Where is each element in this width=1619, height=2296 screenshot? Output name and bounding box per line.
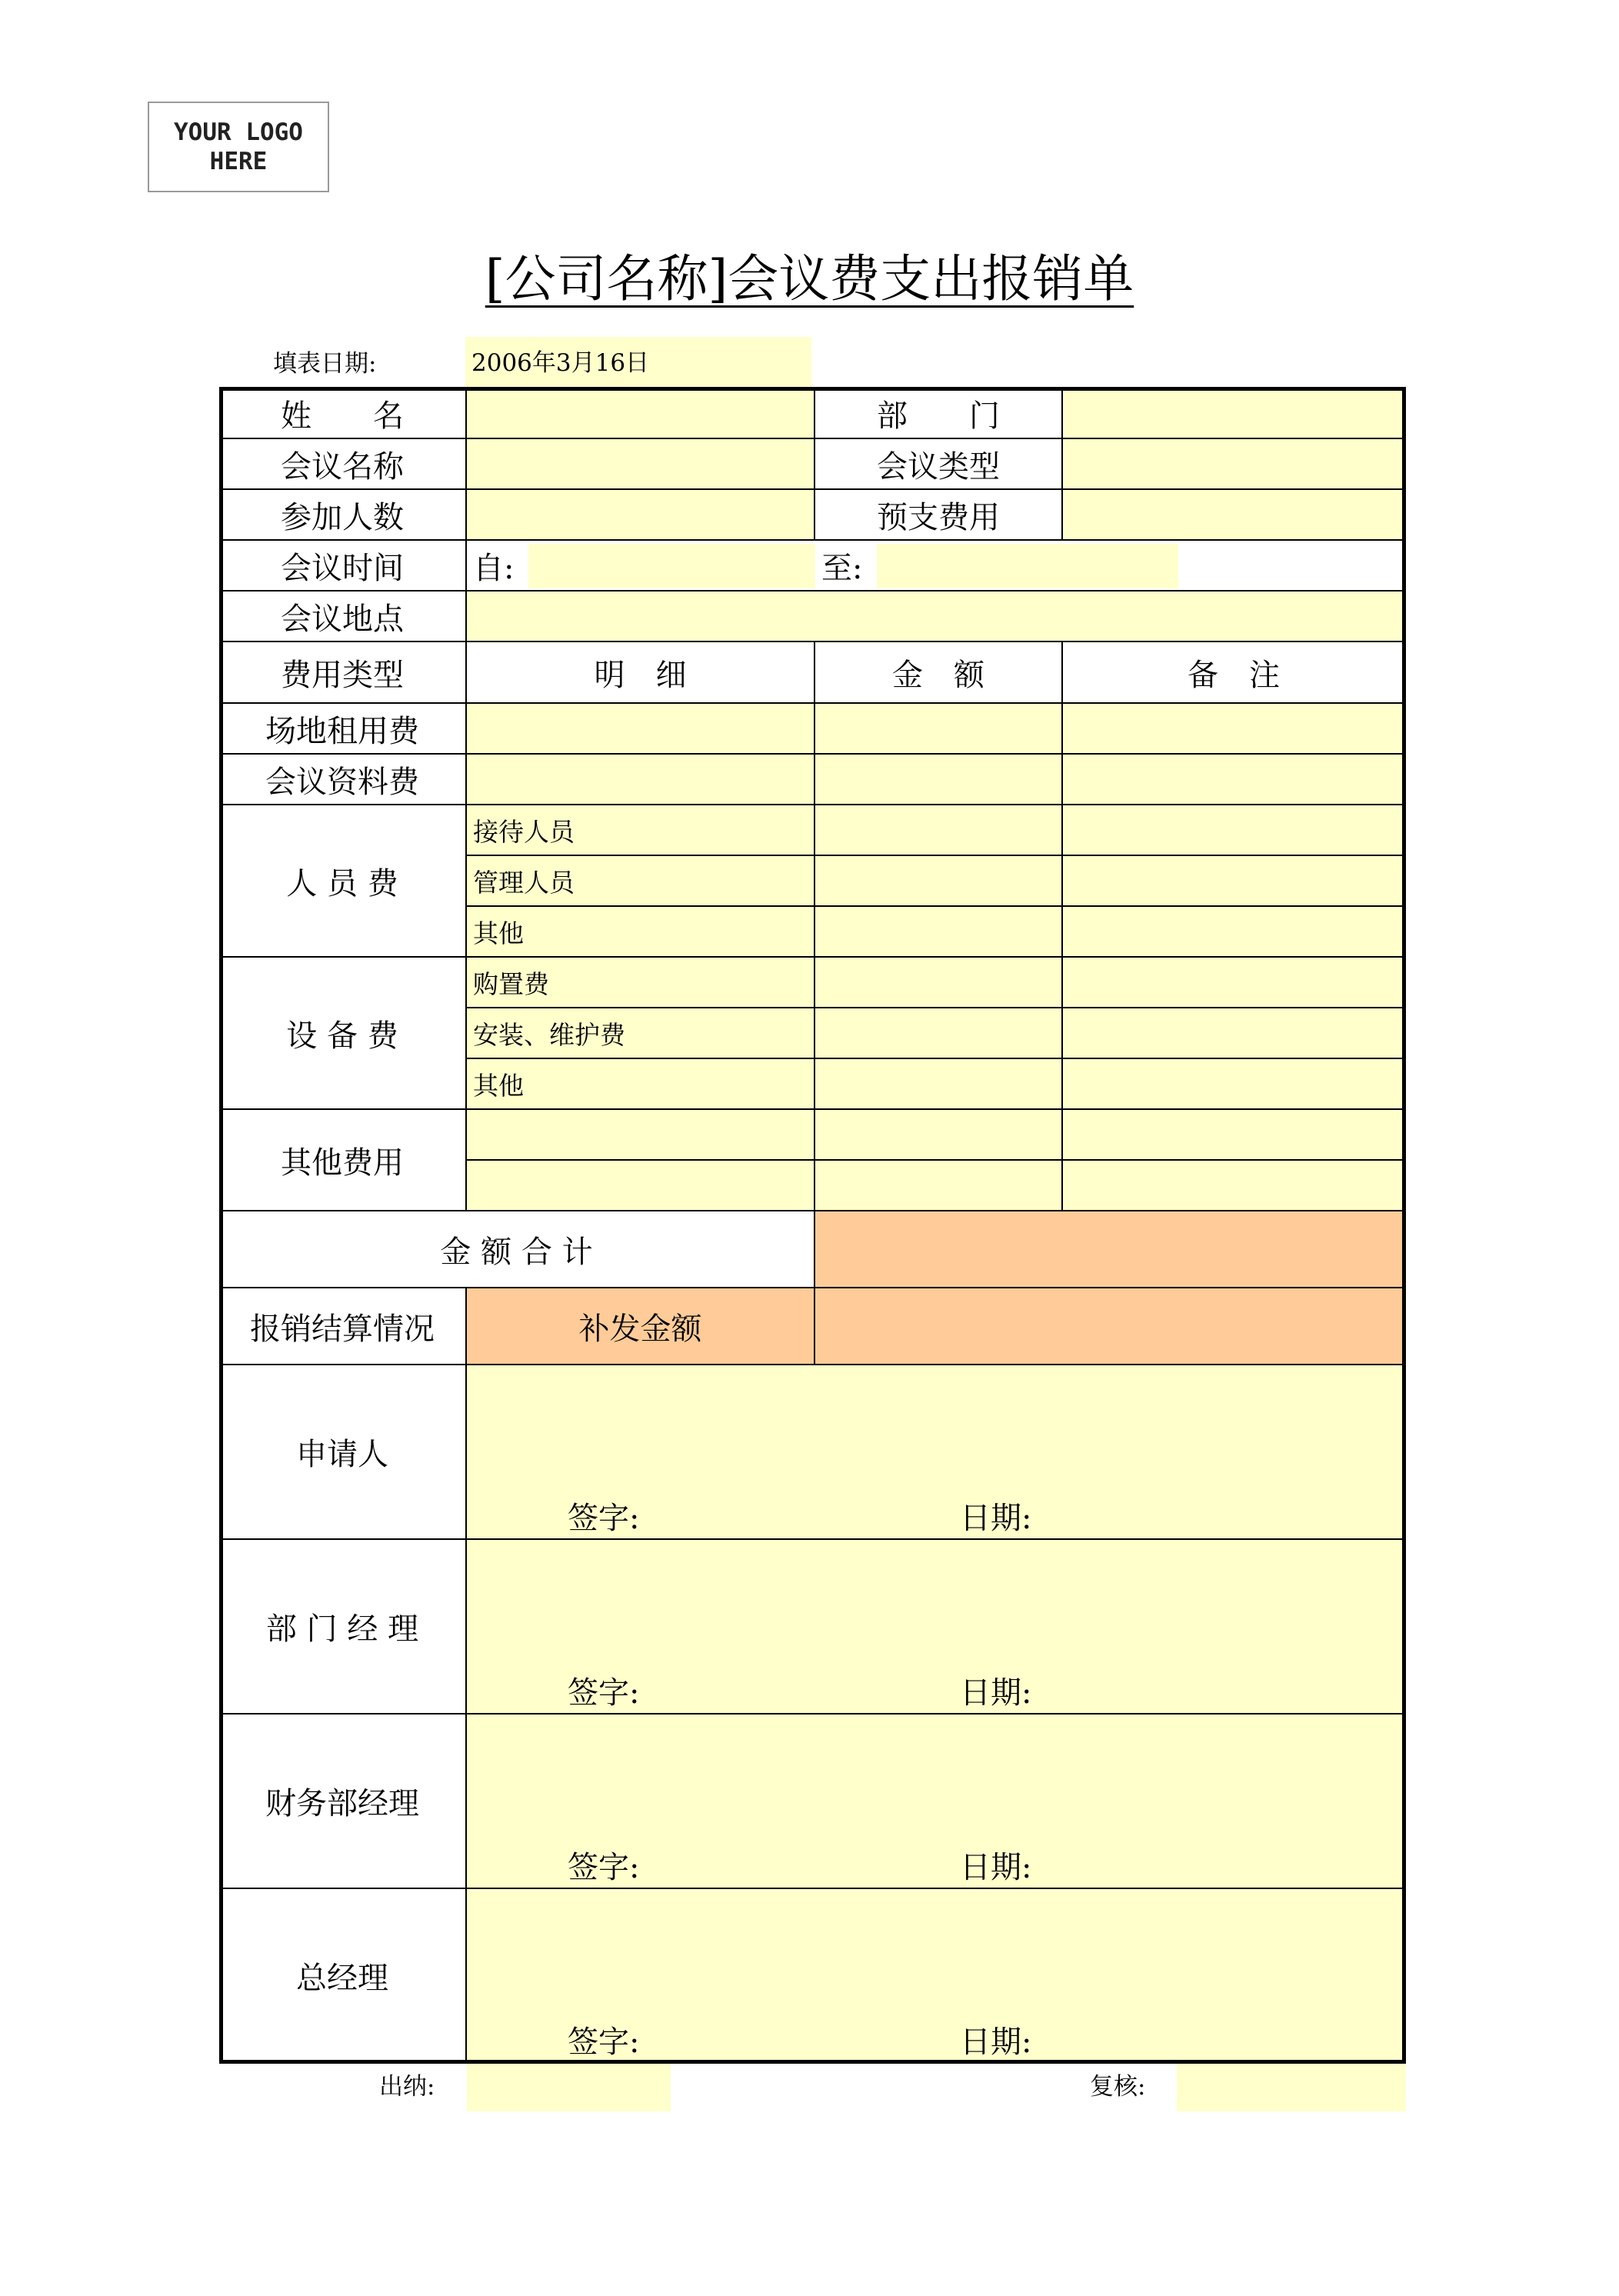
- meeting-type-label: 会议类型: [815, 439, 1063, 490]
- other-detail-field[interactable]: [467, 1161, 815, 1211]
- meeting-place-label: 会议地点: [219, 591, 467, 642]
- equipment-note-field[interactable]: [1063, 958, 1404, 1008]
- prepaid-field[interactable]: [1063, 490, 1404, 541]
- equipment-amount-field[interactable]: [815, 1059, 1063, 1110]
- col-expense-type: 费用类型: [219, 642, 467, 704]
- equipment-note-field[interactable]: [1063, 1059, 1404, 1110]
- other-note-field[interactable]: [1063, 1161, 1404, 1211]
- applicant-label: 申请人: [219, 1365, 467, 1540]
- staff-item[interactable]: 管理人员: [467, 856, 815, 907]
- col-amount: 金 额: [815, 642, 1063, 704]
- logo-line-2: HERE: [209, 148, 268, 175]
- time-from-field[interactable]: [528, 544, 815, 588]
- time-to-field[interactable]: [877, 544, 1178, 588]
- venue-fee-label: 场地租用费: [219, 704, 467, 755]
- equipment-note-field[interactable]: [1063, 1008, 1404, 1059]
- materials-note-field[interactable]: [1063, 755, 1404, 805]
- total-label: 金 额 合 计: [219, 1211, 815, 1288]
- attendees-label: 参加人数: [219, 490, 467, 541]
- general-manager-sign-label: 签字:: [568, 2024, 640, 2060]
- other-note-field[interactable]: [1063, 1110, 1404, 1161]
- col-note: 备 注: [1063, 642, 1404, 704]
- department-field[interactable]: [1063, 388, 1404, 439]
- equipment-fee-label: 设 备 费: [219, 958, 467, 1110]
- equipment-item[interactable]: 安装、维护费: [467, 1008, 815, 1059]
- name-label: 姓 名: [219, 388, 467, 439]
- staff-note-field[interactable]: [1063, 856, 1404, 907]
- staff-amount-field[interactable]: [815, 907, 1063, 958]
- meeting-name-field[interactable]: [467, 439, 815, 490]
- equipment-item[interactable]: 购置费: [467, 958, 815, 1008]
- total-amount-field[interactable]: [815, 1211, 1404, 1288]
- cashier-field[interactable]: [467, 2064, 671, 2111]
- other-amount-field[interactable]: [815, 1161, 1063, 1211]
- fill-date-field[interactable]: 2006年3月16日: [465, 337, 811, 389]
- applicant-sign-label: 签字:: [568, 1501, 640, 1536]
- materials-amount-field[interactable]: [815, 755, 1063, 805]
- equipment-item[interactable]: 其他: [467, 1059, 815, 1110]
- form-title: [公司名称]会议费支出报销单: [485, 249, 1134, 308]
- equipment-amount-field[interactable]: [815, 1008, 1063, 1059]
- other-fee-label: 其他费用: [219, 1110, 467, 1211]
- materials-fee-label: 会议资料费: [219, 755, 467, 805]
- staff-note-field[interactable]: [1063, 907, 1404, 958]
- meeting-time-label: 会议时间: [219, 541, 467, 591]
- fill-date-label: 填表日期:: [273, 350, 377, 378]
- general-manager-label: 总经理: [219, 1889, 467, 2062]
- finance-manager-label: 财务部经理: [219, 1715, 467, 1889]
- staff-item[interactable]: 接待人员: [467, 805, 815, 856]
- other-amount-field[interactable]: [815, 1110, 1063, 1161]
- meeting-name-label: 会议名称: [219, 439, 467, 490]
- general-manager-date-label: 日期:: [960, 2024, 1032, 2060]
- equipment-amount-field[interactable]: [815, 958, 1063, 1008]
- other-detail-field[interactable]: [467, 1110, 815, 1161]
- dept-manager-label: 部 门 经 理: [219, 1540, 467, 1715]
- dept-manager-sign-label: 签字:: [568, 1675, 640, 1711]
- meeting-place-field[interactable]: [467, 591, 1404, 642]
- company-logo: [148, 102, 329, 192]
- meeting-type-field[interactable]: [1063, 439, 1404, 490]
- time-to-label: 至:: [821, 550, 863, 586]
- applicant-date-label: 日期:: [960, 1501, 1032, 1536]
- supplement-amount-label: 补发金额: [467, 1288, 815, 1365]
- staff-fee-label: 人 员 费: [219, 805, 467, 958]
- staff-note-field[interactable]: [1063, 805, 1404, 856]
- venue-amount-field[interactable]: [815, 704, 1063, 755]
- attendees-field[interactable]: [467, 490, 815, 541]
- supplement-amount-field[interactable]: [815, 1288, 1404, 1365]
- venue-note-field[interactable]: [1063, 704, 1404, 755]
- staff-amount-field[interactable]: [815, 805, 1063, 856]
- name-field[interactable]: [467, 388, 815, 439]
- reviewer-label: 复核:: [1090, 2073, 1146, 2101]
- time-from-label: 自:: [473, 550, 515, 586]
- cashier-label: 出纳:: [379, 2073, 435, 2101]
- logo-line-1: YOUR LOGO: [174, 118, 303, 146]
- staff-amount-field[interactable]: [815, 856, 1063, 907]
- finance-manager-sign-label: 签字:: [568, 1850, 640, 1885]
- dept-manager-date-label: 日期:: [960, 1675, 1032, 1711]
- reviewer-field[interactable]: [1177, 2064, 1406, 2111]
- venue-detail-field[interactable]: [467, 704, 815, 755]
- settlement-label: 报销结算情况: [219, 1288, 467, 1365]
- department-label: 部 门: [815, 388, 1063, 439]
- finance-manager-date-label: 日期:: [960, 1850, 1032, 1885]
- col-detail: 明 细: [467, 642, 815, 704]
- materials-detail-field[interactable]: [467, 755, 815, 805]
- prepaid-label: 预支费用: [815, 490, 1063, 541]
- staff-item[interactable]: 其他: [467, 907, 815, 958]
